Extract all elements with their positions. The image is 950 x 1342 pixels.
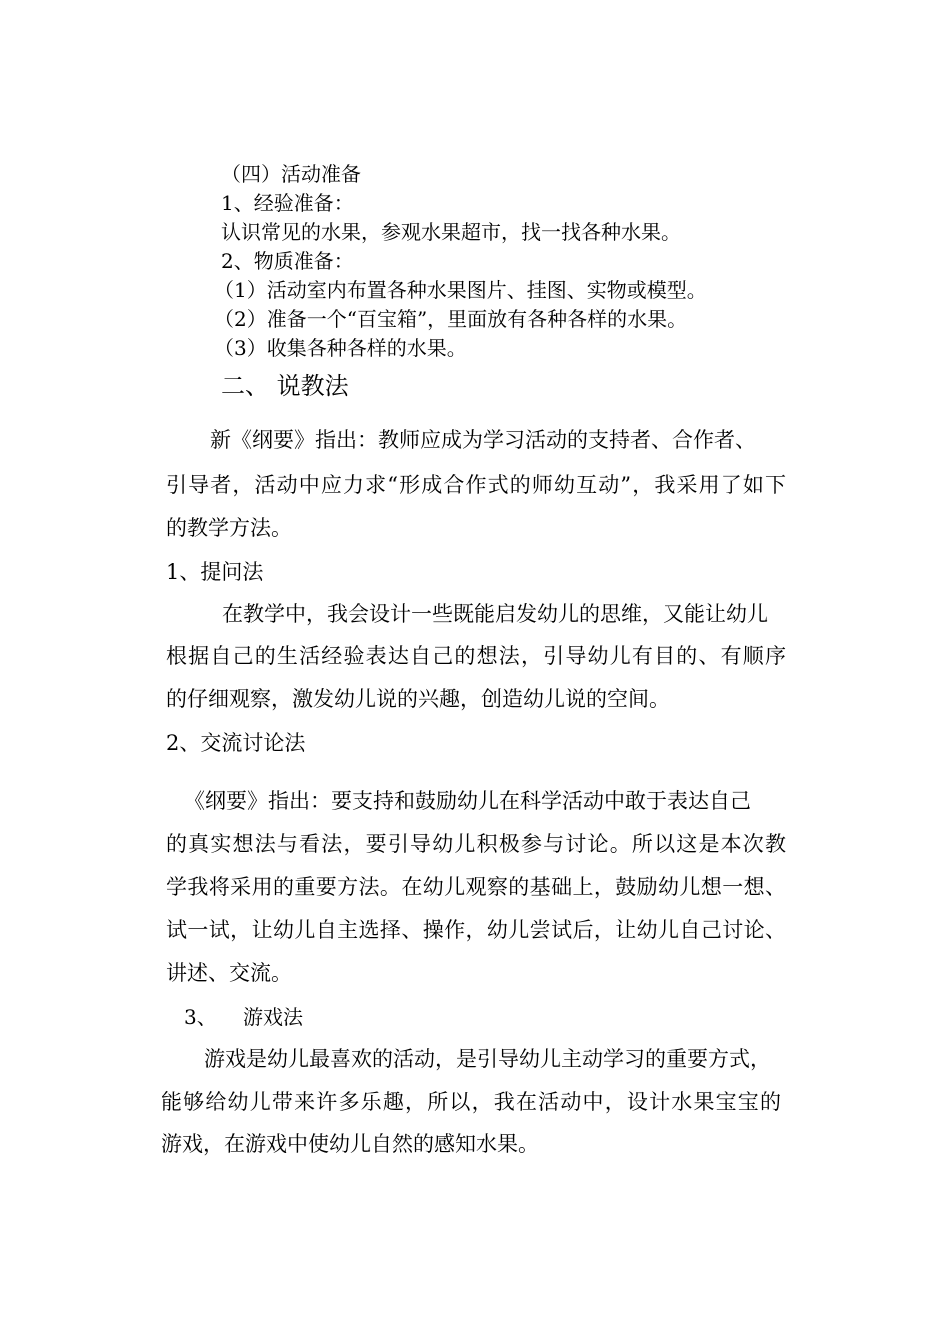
experience-prep-text: 认识常见的水果，参观水果超市，找一找各种水果。: [221, 220, 681, 244]
method-paragraph-line: 游戏，在游戏中使幼儿自然的感知水果。: [161, 1132, 539, 1156]
method-paragraph-line: 游戏是幼儿最喜欢的活动，是引导幼儿主动学习的重要方式，: [204, 1047, 771, 1071]
method-paragraph-line: 讲述、交流。: [166, 961, 292, 985]
method-paragraph-line: 的真实想法与看法，要引导幼儿积极参与讨论。所以这是本次教: [166, 832, 786, 856]
method-title: 1、提问法: [166, 560, 264, 584]
material-item: （2）准备一个“百宝箱”，里面放有各种各样的水果。: [214, 307, 688, 331]
method-paragraph-line: 的仔细观察，激发幼儿说的兴趣，创造幼儿说的空间。: [166, 687, 670, 711]
method-name: 游戏法: [243, 1005, 303, 1029]
method-paragraph-line: 根据自己的生活经验表达自己的想法，引导幼儿有目的、有顺序: [166, 644, 786, 668]
material-item: （3）收集各种各样的水果。: [214, 336, 467, 360]
method-paragraph-line: 试一试，让幼儿自主选择、操作，幼儿尝试后，让幼儿自己讨论、: [166, 918, 786, 942]
intro-paragraph-line: 新《纲要》指出：教师应成为学习活动的支持者、合作者、: [210, 428, 756, 452]
method-paragraph-line: 《纲要》指出：要支持和鼓励幼儿在科学活动中敢于表达自己: [184, 789, 751, 813]
material-item: （1）活动室内布置各种水果图片、挂图、实物或模型。: [214, 278, 707, 302]
section-heading: 二、 说教法: [221, 372, 349, 400]
method-title: 2、交流讨论法: [166, 731, 306, 755]
prep-heading: （四）活动准备: [221, 162, 361, 186]
intro-paragraph-line: 引导者，活动中应力求“形成合作式的师幼互动”，我采用了如下: [166, 473, 786, 497]
method-paragraph-line: 在教学中，我会设计一些既能启发幼儿的思维，又能让幼儿: [222, 602, 768, 626]
experience-prep-title: 1、经验准备：: [221, 191, 354, 215]
method-number: 3、: [184, 1005, 217, 1029]
method-paragraph-line: 能够给幼儿带来许多乐趣，所以，我在活动中，设计水果宝宝的: [161, 1090, 781, 1114]
intro-paragraph-line: 的教学方法。: [166, 516, 292, 540]
method-paragraph-line: 学我将采用的重要方法。在幼儿观察的基础上，鼓励幼儿想一想、: [166, 875, 786, 899]
material-prep-title: 2、物质准备：: [221, 249, 354, 273]
